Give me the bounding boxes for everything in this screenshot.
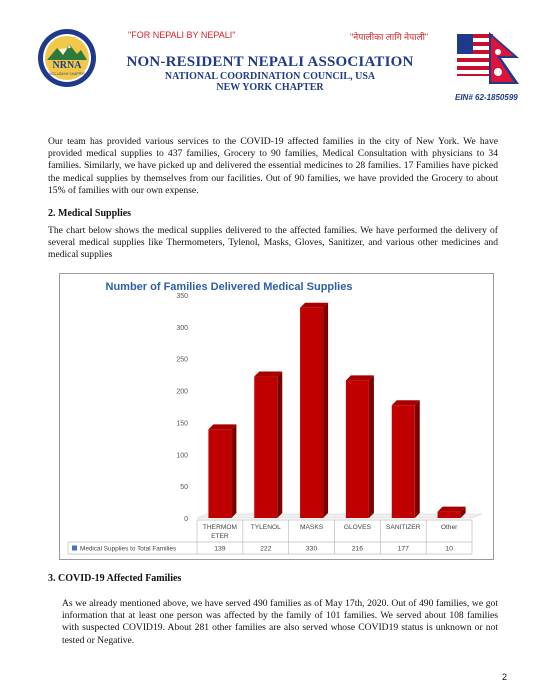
slogan-english: "FOR NEPALI BY NEPALI" [128, 30, 236, 40]
organization-name: NON-RESIDENT NEPALI ASSOCIATION [126, 54, 414, 70]
intro-paragraph: Our team has provided various services to the COVID-19 affected families in the city of New York. We have provided medical supplies to 437 families, Grocery to 90 families, Medical Consultation with physicians to 34 families. Similarly, we have picked up and delivered the essential medicines to 28 families. 17 Families have picked the medical supplies by themselves from our facilities. Out of 90 families, we have provided the Grocery to about 15% of families with our own expense. [48, 136, 498, 196]
nrna-logo [37, 28, 97, 88]
category-label: ETER [211, 533, 229, 540]
bar [254, 377, 277, 518]
data-label: 10 [445, 545, 453, 553]
bar-side [277, 372, 282, 518]
page-number: 2 [502, 672, 508, 682]
category-label: GLOVES [343, 524, 371, 531]
slogan-nepali: "नेपालीका लागि नेपाली" [350, 32, 429, 42]
bar-side [415, 400, 420, 518]
y-tick-label: 100 [176, 452, 188, 460]
y-tick-label: 200 [176, 388, 188, 396]
bar-side [323, 303, 328, 518]
data-label: 139 [214, 545, 226, 553]
affected-families-paragraph: As we already mentioned above, we have served 490 families as of May 17th, 2020. Out of 490 families, we got information that at least one person was affected by the family of 101 families. We served about 108 families with suspected COVID19. About 281 other families are also served whose COVID19 status is unknown or not tested or Negative. [62, 598, 498, 646]
y-tick-label: 0 [184, 516, 188, 523]
bar [392, 405, 415, 518]
medical-supplies-paragraph: The chart below shows the medical supplies delivered to the affected families. We have performed the delivery of several medical supplies like Thermometers, Tylenol, Masks, Gloves, Sanitizer, and various other medicines and medical supplies [48, 225, 498, 261]
y-tick-label: 50 [180, 484, 188, 492]
category-label: THERMOM [202, 524, 237, 531]
category-label: TYLENOL [250, 524, 281, 531]
svg-text:NRNA: NRNA [52, 60, 82, 71]
section-heading-affected-families: 3. COVID-19 Affected Families [48, 573, 182, 584]
medical-supplies-chart [59, 273, 494, 560]
ein-number: EIN# 62-1850599 [455, 93, 518, 102]
data-label: 222 [260, 545, 272, 553]
data-label: 330 [305, 545, 318, 553]
data-label: 177 [397, 545, 409, 553]
chart-plot [60, 274, 493, 559]
nepal-flag-icon [489, 32, 519, 84]
chart-title: Number of Families Delivered Medical Supplies [105, 281, 353, 293]
legend-swatch [72, 546, 77, 551]
category-label: Other [440, 524, 458, 531]
bar-side [231, 424, 236, 518]
y-tick-label: 150 [176, 420, 188, 428]
y-tick-label: 350 [176, 293, 188, 300]
bar [300, 308, 323, 518]
bar-side [369, 375, 374, 518]
section-heading-medical-supplies: 2. Medical Supplies [48, 208, 132, 219]
bar [346, 380, 369, 518]
bar [438, 512, 461, 518]
y-tick-label: 250 [176, 356, 188, 364]
organization-chapter: NEW YORK CHAPTER [216, 82, 324, 93]
organization-council: NATIONAL COORDINATION COUNCIL, USA [164, 71, 376, 82]
letterhead [0, 0, 541, 120]
y-tick-label: 300 [176, 324, 188, 332]
usa-nepal-flags [455, 28, 523, 90]
data-label: 216 [351, 545, 364, 553]
usa-flag-icon [457, 34, 493, 76]
category-label: MASKS [300, 524, 324, 531]
bar [208, 429, 231, 518]
svg-text:NCC-USA NY CHAPTER: NCC-USA NY CHAPTER [49, 72, 85, 76]
category-label: SANITIZER [386, 524, 421, 531]
legend-label: Medical Supplies to Total Families [80, 545, 177, 553]
